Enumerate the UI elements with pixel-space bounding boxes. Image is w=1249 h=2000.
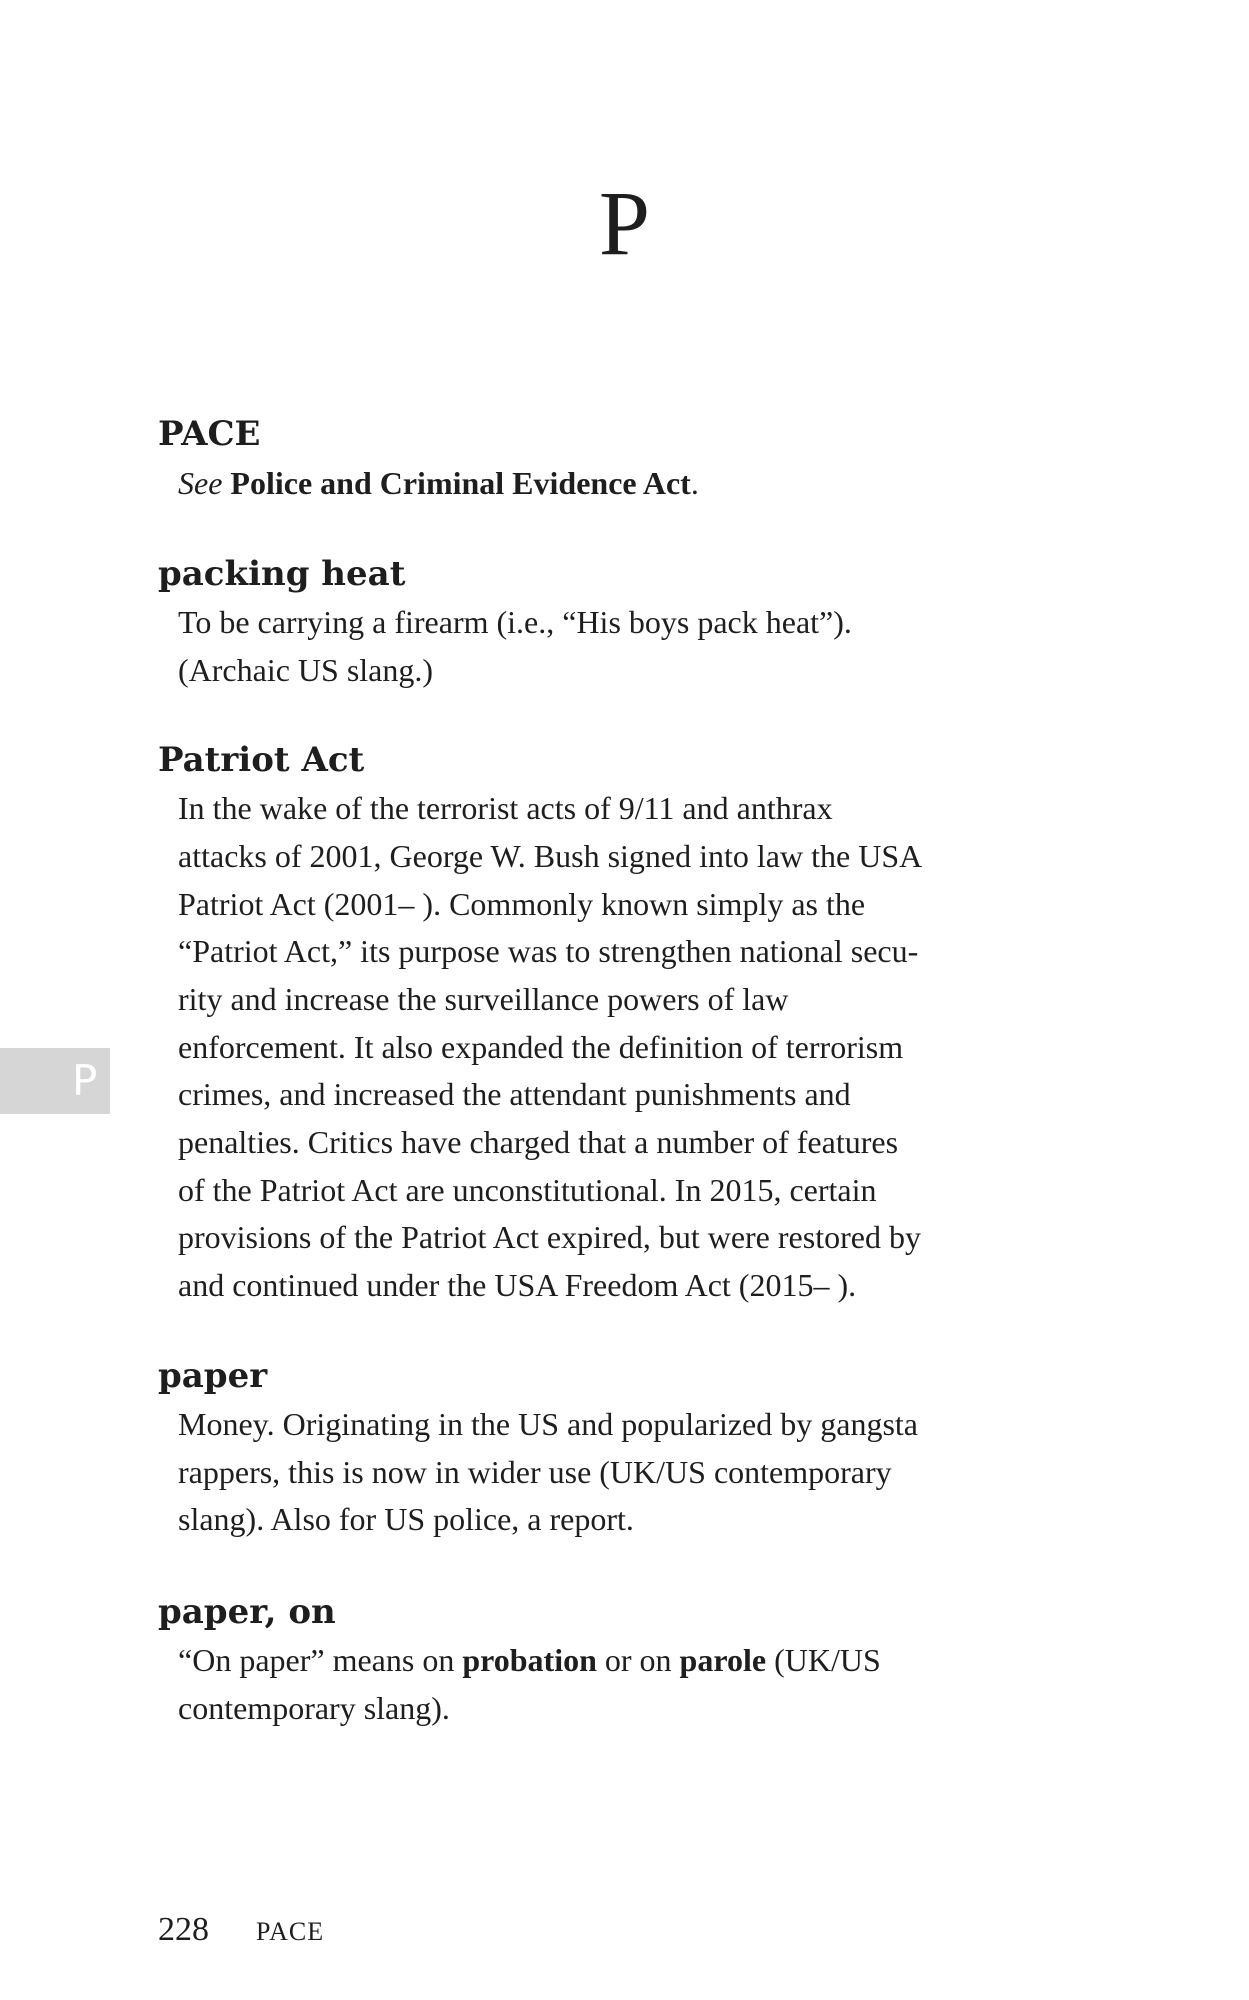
entry-line: Patriot Act (2001– ). Commonly known simply as the (178, 886, 866, 922)
thumb-index-tab (0, 1048, 110, 1114)
entry-term: paper (158, 1356, 268, 1396)
entry-line: Money. Originating in the US and popularized by gangsta (178, 1406, 918, 1442)
cross-ref-term: probation (462, 1642, 597, 1678)
thumb-index-letter: P (72, 1056, 98, 1105)
entry-term: paper, on (158, 1592, 336, 1632)
entry-line: “Patriot Act,” its purpose was to strengthen national secu- (178, 933, 919, 969)
running-head: PACE (256, 1917, 325, 1946)
cross-ref-see: See (178, 465, 223, 501)
entry-term: Patriot Act (158, 740, 365, 780)
entry-line: (Archaic US slang.) (178, 652, 434, 688)
entry-term: packing heat (158, 554, 406, 594)
section-letter: P (598, 172, 651, 274)
entry-line: penalties. Critics have charged that a number of features (178, 1124, 899, 1160)
entry-line: rity and increase the surveillance powers of law (178, 981, 789, 1017)
entry-line: slang). Also for US police, a report. (178, 1501, 634, 1537)
cross-ref-term: Police and Criminal Evidence Act (230, 465, 691, 501)
entry-line: To be carrying a firearm (i.e., “His boys pack heat”). (178, 604, 852, 640)
entry-line: In the wake of the terrorist acts of 9/11 and anthrax (178, 790, 833, 826)
page-number: 228 (158, 1911, 209, 1948)
entry-line: of the Patriot Act are unconstitutional. In 2015, certain (178, 1172, 877, 1208)
entry-line: contemporary slang). (178, 1690, 450, 1726)
entry-line: attacks of 2001, George W. Bush signed into law the USA (178, 838, 923, 874)
entry-line: crimes, and increased the attendant punishments and (178, 1076, 851, 1112)
entry-line: and continued under the USA Freedom Act (2015– ). (178, 1267, 857, 1303)
entry-line: “On paper” means on probation or on parole (UK/US (178, 1642, 881, 1678)
entry-line: rappers, this is now in wider use (UK/US contemporary (178, 1454, 892, 1490)
entry-term: PACE (158, 414, 261, 454)
entry-line: enforcement. It also expanded the definition of terrorism (178, 1029, 904, 1065)
entry-line: provisions of the Patriot Act expired, but were restored by (178, 1219, 921, 1255)
cross-ref-term: parole (679, 1642, 767, 1678)
entry-line: See Police and Criminal Evidence Act. (178, 465, 699, 501)
